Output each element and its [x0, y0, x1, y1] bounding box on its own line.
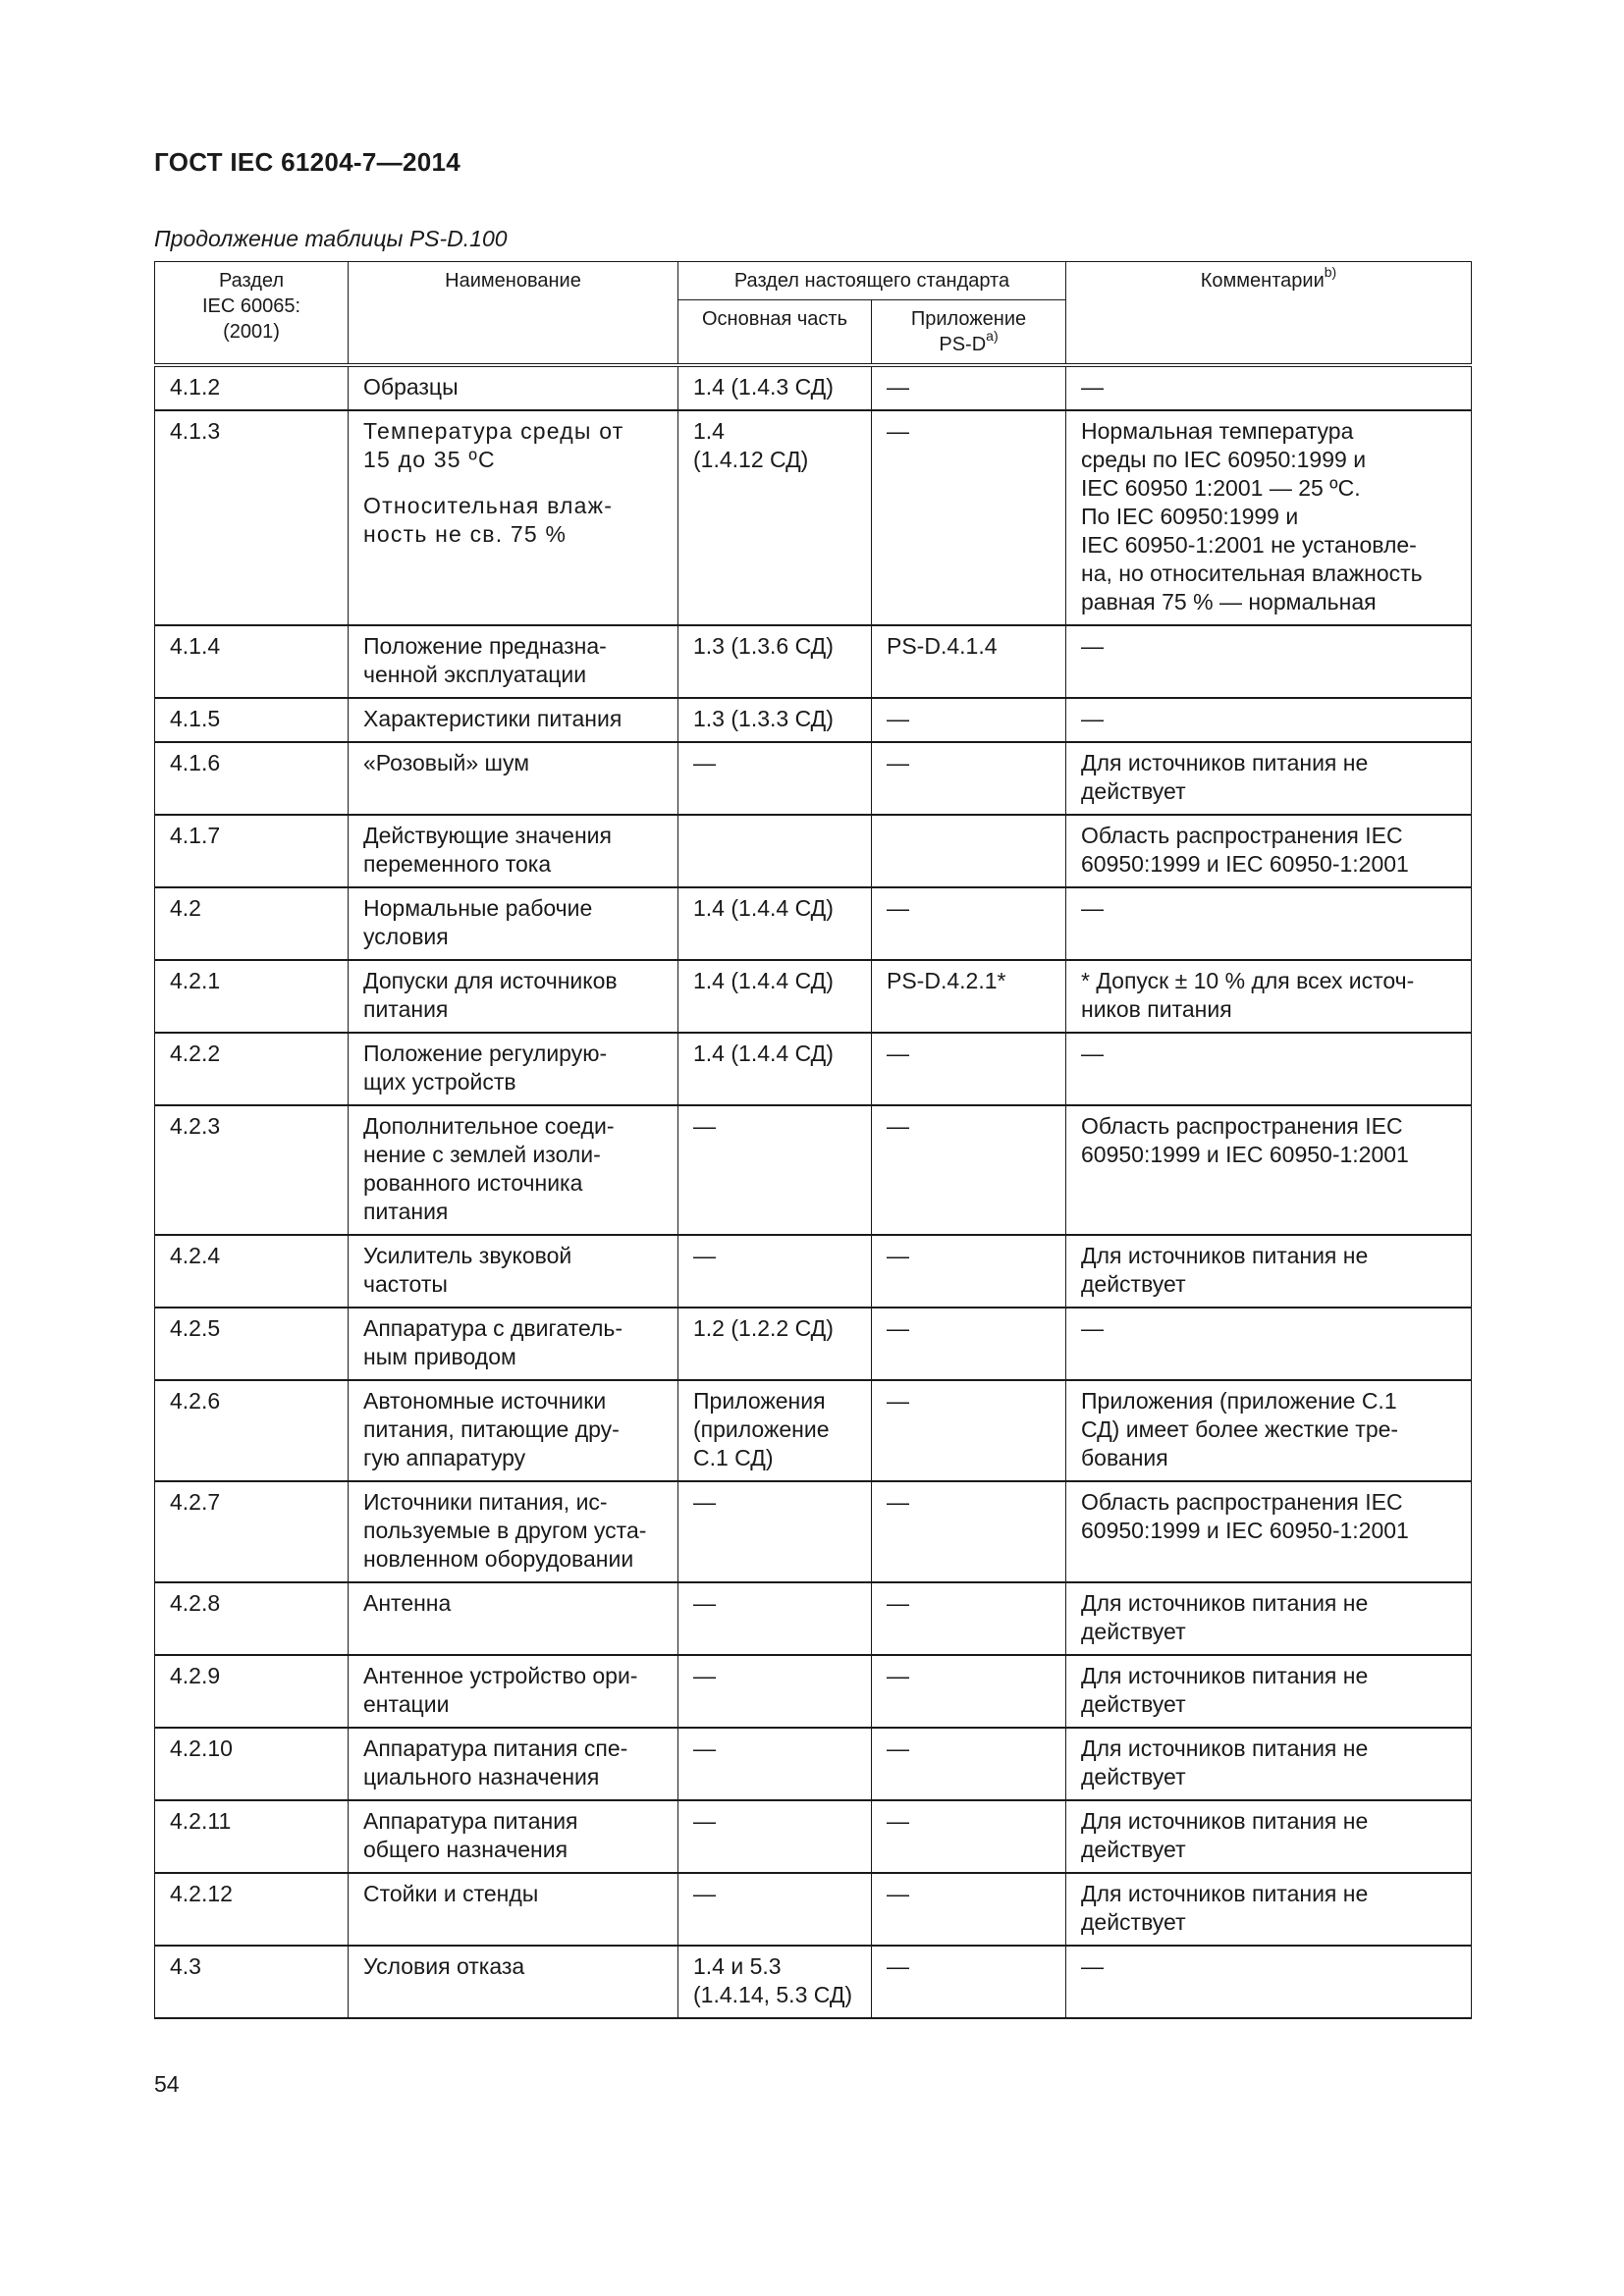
cell-section	[155, 960, 349, 1033]
cell-appendix-text: —	[887, 1808, 909, 1834]
cell-main-part-text: 1.4 (1.4.4 СД)	[693, 968, 834, 993]
cell-name-text: Аппаратура с двигатель- ным приводом	[363, 1315, 623, 1369]
cell-appendix	[872, 1582, 1066, 1655]
cell-section-text: 4.1.5	[170, 706, 221, 731]
cell-comment	[1066, 1946, 1472, 2018]
cell-appendix-text: —	[887, 1590, 909, 1616]
cell-comment	[1066, 365, 1472, 410]
cell-section	[155, 1800, 349, 1873]
cell-appendix-text: —	[887, 1735, 909, 1761]
cell-appendix	[872, 1873, 1066, 1946]
cell-comment-text: —	[1081, 1953, 1104, 1979]
cell-section-text: 4.1.4	[170, 633, 221, 659]
cell-name-text: Образцы	[363, 374, 459, 400]
cell-main-part-text: 1.2 (1.2.2 СД)	[693, 1315, 834, 1341]
cell-appendix-text: PS-D.4.1.4	[887, 633, 998, 659]
cell-section-text: 4.2.10	[170, 1735, 233, 1761]
cell-name	[349, 410, 678, 625]
cell-comment	[1066, 1105, 1472, 1235]
table-row	[155, 1380, 1472, 1481]
cell-comment	[1066, 1582, 1472, 1655]
cell-name	[349, 698, 678, 742]
table-row	[155, 742, 1472, 815]
cell-comment	[1066, 1033, 1472, 1105]
cell-main-part	[678, 410, 872, 625]
table-row	[155, 1308, 1472, 1380]
cell-name-text: Действующие значения переменного тока	[363, 823, 612, 877]
cell-section-text: 4.1.7	[170, 823, 221, 848]
document-title: ГОСТ IEC 61204-7—2014	[154, 147, 460, 177]
cell-main-part	[678, 815, 872, 887]
cell-name-text: Аппаратура питания общего назначения	[363, 1808, 578, 1862]
cell-section	[155, 365, 349, 410]
cell-name-text: Стойки и стенды	[363, 1881, 539, 1906]
table-row	[155, 1946, 1472, 2018]
cell-main-part	[678, 1582, 872, 1655]
cell-name	[349, 1873, 678, 1946]
cell-comment	[1066, 960, 1472, 1033]
table-row	[155, 1033, 1472, 1105]
cell-main-part-text: 1.4 (1.4.4 СД)	[693, 1041, 834, 1066]
cell-appendix-text: —	[887, 1388, 909, 1414]
cell-name	[349, 1655, 678, 1728]
cell-comment	[1066, 1481, 1472, 1582]
cell-comment-text: Нормальная температура среды по IEC 60950:1999 и IEC 60950 1:2001 — 25 ºС. По IEC 60950:1999 и IEC 60950-1:2001 не установле- на, но относительная влажность равная 75 % — нормальная	[1081, 418, 1423, 614]
table-row	[155, 1728, 1472, 1800]
table-row	[155, 1873, 1472, 1946]
cell-main-part	[678, 742, 872, 815]
cell-name-text: Источники питания, ис- пользуемые в другом уста- новленном оборудовании	[363, 1489, 647, 1572]
cell-comment	[1066, 1655, 1472, 1728]
cell-name	[349, 1946, 678, 2018]
cell-appendix	[872, 625, 1066, 698]
table-row	[155, 1655, 1472, 1728]
cell-appendix	[872, 698, 1066, 742]
cell-name	[349, 1235, 678, 1308]
table-row	[155, 698, 1472, 742]
cell-section	[155, 1873, 349, 1946]
cell-appendix	[872, 1728, 1066, 1800]
cell-section-text: 4.1.6	[170, 750, 221, 775]
cell-appendix-text: —	[887, 750, 909, 775]
cell-name	[349, 1728, 678, 1800]
cell-appendix-text: PS-D.4.2.1*	[887, 968, 1006, 993]
cell-main-part-text: —	[693, 1663, 716, 1688]
cell-main-part-text: —	[693, 1243, 716, 1268]
cell-name-text: Условия отказа	[363, 1953, 525, 1979]
cell-appendix-text: —	[887, 1315, 909, 1341]
header-section: Раздел IEC 60065: (2001)	[155, 262, 349, 366]
cell-appendix-text: —	[887, 1113, 909, 1139]
cell-main-part	[678, 1380, 872, 1481]
cell-name-extra-text: Относительная влаж- ность не св. 75 %	[363, 493, 614, 547]
cell-main-part	[678, 1105, 872, 1235]
cell-section	[155, 1235, 349, 1308]
cell-comment-text: Область распространения IEC 60950:1999 и IEC 60950-1:2001	[1081, 823, 1409, 877]
cell-comment-text: Для источников питания не действует	[1081, 750, 1369, 804]
cell-main-part-text: —	[693, 1735, 716, 1761]
cell-appendix-text: —	[887, 706, 909, 731]
cell-comment-text: —	[1081, 374, 1104, 400]
cell-section-text: 4.2.2	[170, 1041, 221, 1066]
header-name: Наименование	[349, 262, 678, 366]
cell-section	[155, 887, 349, 960]
comparison-table	[154, 261, 1472, 2019]
cell-main-part	[678, 625, 872, 698]
cell-comment-text: * Допуск ± 10 % для всех источ- ников питания	[1081, 968, 1415, 1022]
cell-main-part	[678, 1033, 872, 1105]
cell-appendix	[872, 1800, 1066, 1873]
cell-section-text: 4.2.3	[170, 1113, 221, 1139]
cell-main-part-text: 1.4 (1.4.4 СД)	[693, 895, 834, 921]
cell-appendix	[872, 960, 1066, 1033]
cell-name	[349, 365, 678, 410]
cell-comment	[1066, 1380, 1472, 1481]
cell-main-part-text: 1.4 (1.4.12 СД)	[693, 418, 809, 472]
cell-name	[349, 1481, 678, 1582]
cell-main-part-text: —	[693, 750, 716, 775]
cell-section-text: 4.2.9	[170, 1663, 221, 1688]
cell-section-text: 4.2.6	[170, 1388, 221, 1414]
cell-name-text: Допуски для источников питания	[363, 968, 618, 1022]
cell-comment	[1066, 410, 1472, 625]
cell-main-part-text: —	[693, 1590, 716, 1616]
cell-name-text: Положение регулирую- щих устройств	[363, 1041, 608, 1095]
cell-section	[155, 1946, 349, 2018]
cell-appendix	[872, 1105, 1066, 1235]
cell-comment-text: Для источников питания не действует	[1081, 1663, 1369, 1717]
table-row	[155, 1105, 1472, 1235]
cell-section	[155, 1380, 349, 1481]
cell-appendix	[872, 1235, 1066, 1308]
table-row	[155, 960, 1472, 1033]
cell-main-part	[678, 698, 872, 742]
cell-section	[155, 1728, 349, 1800]
cell-main-part-text: 1.4 (1.4.3 СД)	[693, 374, 834, 400]
cell-name	[349, 960, 678, 1033]
cell-section	[155, 698, 349, 742]
cell-appendix	[872, 1946, 1066, 2018]
cell-comment	[1066, 1873, 1472, 1946]
cell-appendix	[872, 1655, 1066, 1728]
cell-comment-text: —	[1081, 1315, 1104, 1341]
cell-name-text: Дополнительное соеди- нение с землей изоли- рованного источника питания	[363, 1113, 615, 1224]
cell-main-part-text: 1.4 и 5.3 (1.4.14, 5.3 СД)	[693, 1953, 853, 2007]
cell-name	[349, 1380, 678, 1481]
cell-section-text: 4.1.3	[170, 418, 221, 444]
cell-name-text: Антенна	[363, 1590, 452, 1616]
cell-comment	[1066, 698, 1472, 742]
cell-section-text: 4.2.5	[170, 1315, 221, 1341]
cell-appendix-text: —	[887, 374, 909, 400]
table-row	[155, 815, 1472, 887]
cell-section	[155, 742, 349, 815]
cell-comment-text: Для источников питания не действует	[1081, 1808, 1369, 1862]
cell-main-part	[678, 960, 872, 1033]
cell-appendix	[872, 1033, 1066, 1105]
cell-section	[155, 1655, 349, 1728]
cell-comment	[1066, 1308, 1472, 1380]
cell-appendix	[872, 742, 1066, 815]
cell-section-text: 4.2.7	[170, 1489, 221, 1515]
cell-main-part-text: —	[693, 1808, 716, 1834]
cell-appendix-text: —	[887, 895, 909, 921]
cell-main-part-text: —	[693, 1489, 716, 1515]
cell-comment-text: Для источников питания не действует	[1081, 1243, 1369, 1297]
cell-main-part-text: —	[693, 1881, 716, 1906]
cell-appendix-text: —	[887, 1243, 909, 1268]
cell-main-part-text: 1.3 (1.3.3 СД)	[693, 706, 834, 731]
cell-comment	[1066, 1728, 1472, 1800]
cell-section	[155, 1582, 349, 1655]
cell-comment-text: Приложения (приложение С.1 СД) имеет более жесткие тре- бования	[1081, 1388, 1399, 1470]
cell-appendix-text: —	[887, 1041, 909, 1066]
cell-main-part	[678, 1728, 872, 1800]
header-comments: Комментарии$^{b)}$	[1066, 262, 1472, 366]
header-appendix: Приложение $PS-D^{а)}$	[872, 300, 1066, 366]
cell-comment-text: —	[1081, 706, 1104, 731]
cell-comment	[1066, 625, 1472, 698]
cell-main-part	[678, 1800, 872, 1873]
cell-section	[155, 1481, 349, 1582]
cell-comment-text: Для источников питания не действует	[1081, 1881, 1369, 1935]
cell-comment-text: Для источников питания не действует	[1081, 1735, 1369, 1789]
cell-main-part	[678, 887, 872, 960]
cell-appendix	[872, 365, 1066, 410]
table-row	[155, 625, 1472, 698]
cell-appendix-text: —	[887, 1663, 909, 1688]
table-row	[155, 1582, 1472, 1655]
cell-comment	[1066, 1235, 1472, 1308]
cell-section	[155, 410, 349, 625]
cell-appendix-text: —	[887, 1953, 909, 1979]
cell-comment	[1066, 742, 1472, 815]
cell-main-part-text: —	[693, 1113, 716, 1139]
cell-name	[349, 1033, 678, 1105]
cell-section	[155, 625, 349, 698]
cell-section-text: 4.2.11	[170, 1808, 232, 1834]
cell-comment-text: Область распространения IEC 60950:1999 и IEC 60950-1:2001	[1081, 1489, 1409, 1543]
cell-appendix	[872, 410, 1066, 625]
cell-appendix	[872, 815, 1066, 887]
cell-name-text: Нормальные рабочие условия	[363, 895, 593, 949]
cell-main-part	[678, 1308, 872, 1380]
header-main-part: Основная часть	[678, 300, 872, 366]
cell-appendix-text: —	[887, 1881, 909, 1906]
cell-main-part	[678, 1481, 872, 1582]
cell-name	[349, 625, 678, 698]
header-standard-group: Раздел настоящего стандарта	[678, 262, 1066, 300]
cell-section-text: 4.2.8	[170, 1590, 221, 1616]
cell-comment-text: —	[1081, 895, 1104, 921]
cell-comment	[1066, 815, 1472, 887]
cell-main-part	[678, 365, 872, 410]
cell-name	[349, 887, 678, 960]
page-number: 54	[154, 2071, 180, 2097]
cell-appendix	[872, 1380, 1066, 1481]
table-row	[155, 1235, 1472, 1308]
header-comments-footnote: b)	[1324, 264, 1337, 281]
cell-comment-text: Область распространения IEC 60950:1999 и IEC 60950-1:2001	[1081, 1113, 1409, 1167]
cell-main-part	[678, 1873, 872, 1946]
table-row	[155, 1481, 1472, 1582]
cell-appendix	[872, 1481, 1066, 1582]
cell-name-text: Автономные источники питания, питающие дру- гую аппаратуру	[363, 1388, 620, 1470]
cell-name-text: Аппаратура питания спе- циального назначения	[363, 1735, 628, 1789]
cell-section	[155, 815, 349, 887]
cell-name-text: Усилитель звуковой частоты	[363, 1243, 572, 1297]
cell-section	[155, 1308, 349, 1380]
cell-comment-text: Для источников питания не действует	[1081, 1590, 1369, 1644]
cell-comment	[1066, 887, 1472, 960]
cell-section	[155, 1105, 349, 1235]
cell-section-text: 4.1.2	[170, 374, 221, 400]
table-row	[155, 410, 1472, 625]
cell-section-text: 4.3	[170, 1953, 201, 1979]
cell-name-text: Температура среды от 15 до 35 ºС	[363, 418, 624, 472]
cell-comment-text: —	[1081, 1041, 1104, 1066]
header-appendix-footnote: а)	[986, 328, 999, 345]
cell-appendix-text: —	[887, 418, 909, 444]
table-body	[155, 365, 1472, 2018]
cell-main-part-text: Приложения (приложение С.1 СД)	[693, 1388, 830, 1470]
cell-appendix	[872, 1308, 1066, 1380]
cell-name-text: Характеристики питания	[363, 706, 623, 731]
cell-name	[349, 1582, 678, 1655]
cell-main-part-text: 1.3 (1.3.6 СД)	[693, 633, 834, 659]
cell-section-text: 4.2.1	[170, 968, 221, 993]
cell-name	[349, 1800, 678, 1873]
cell-name	[349, 815, 678, 887]
table-row	[155, 365, 1472, 410]
cell-section-text: 4.2	[170, 895, 201, 921]
cell-name-text: «Розовый» шум	[363, 750, 530, 775]
cell-name	[349, 1105, 678, 1235]
cell-comment	[1066, 1800, 1472, 1873]
cell-section	[155, 1033, 349, 1105]
cell-main-part	[678, 1946, 872, 2018]
table-caption: Продолжение таблицы PS-D.100	[154, 226, 508, 251]
cell-name-text: Антенное устройство ори- ентации	[363, 1663, 638, 1717]
table-row	[155, 1800, 1472, 1873]
cell-appendix	[872, 887, 1066, 960]
table-row	[155, 887, 1472, 960]
cell-main-part	[678, 1655, 872, 1728]
cell-section-text: 4.2.12	[170, 1881, 233, 1906]
cell-section-text: 4.2.4	[170, 1243, 221, 1268]
cell-appendix-text: —	[887, 1489, 909, 1515]
cell-name	[349, 742, 678, 815]
cell-name-text: Положение предназна- ченной эксплуатации	[363, 633, 607, 687]
cell-main-part	[678, 1235, 872, 1308]
cell-comment-text: —	[1081, 633, 1104, 659]
cell-name	[349, 1308, 678, 1380]
